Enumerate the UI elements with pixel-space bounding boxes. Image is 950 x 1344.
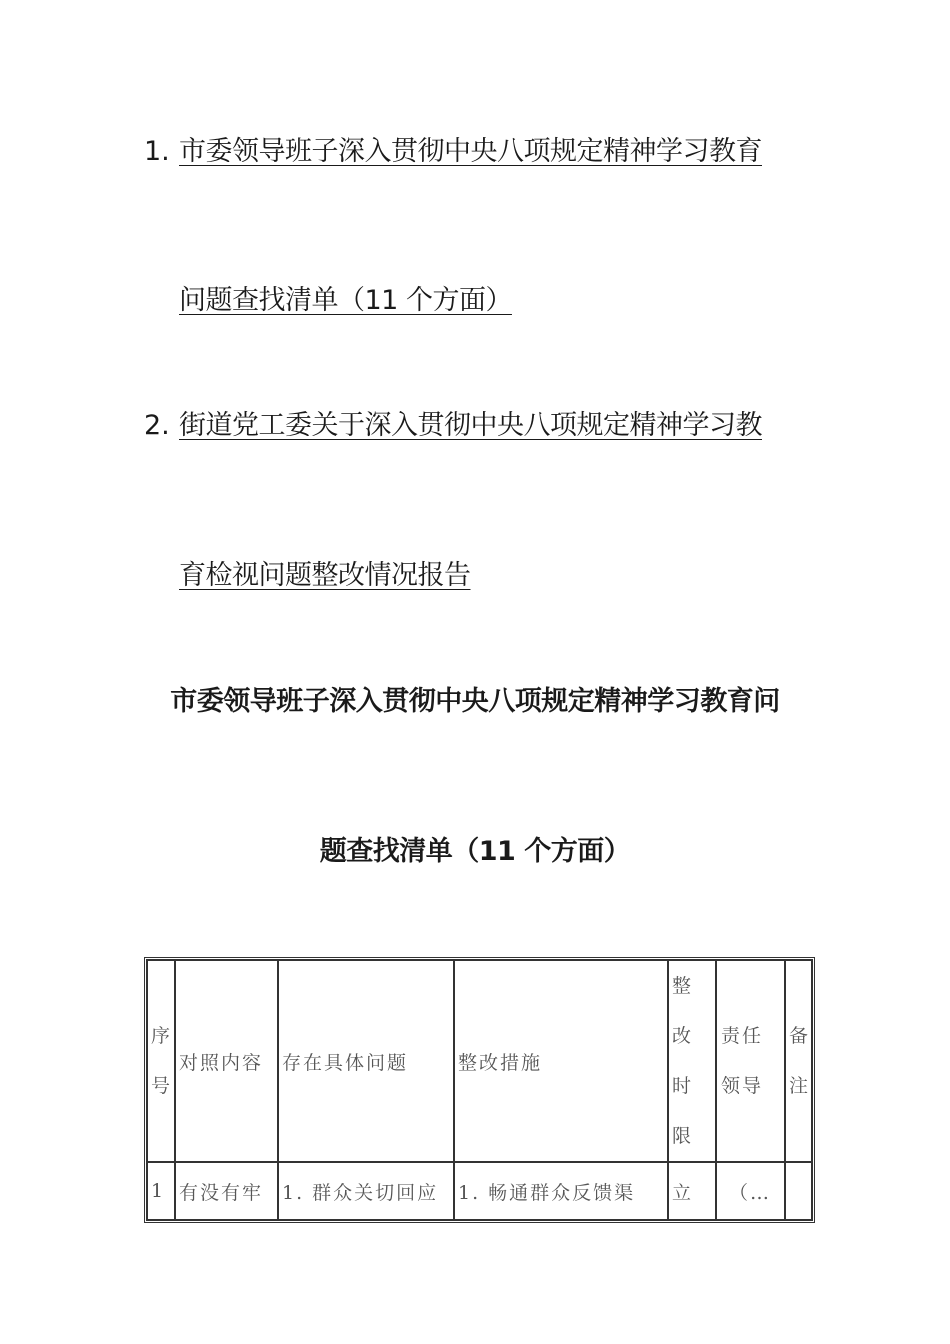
cell-compare-content: 有没有牢 [175, 1162, 278, 1220]
toc-number: 1. [144, 136, 170, 167]
cell-problems: 1. 群众关切回应 [278, 1162, 454, 1220]
table-header-row [147, 960, 812, 1162]
toc-link-line1[interactable]: 市委领导班子深入贯彻中央八项规定精神学习教育 [179, 136, 762, 167]
header-compare-content: 对照内容 [175, 960, 278, 1162]
document-title-line1: 市委领导班子深入贯彻中央八项规定精神学习教育问 [170, 686, 780, 717]
cell-deadline: 立 [668, 1162, 716, 1220]
document-title-line2: 题查找清单（11 个方面） [319, 836, 631, 867]
toc-link-line1[interactable]: 街道党工委关于深入贯彻中央八项规定精神学习教 [179, 410, 762, 441]
header-remarks: 备注 [785, 960, 812, 1162]
header-deadline: 整改时限 [668, 960, 716, 1162]
cell-leader: （… [716, 1162, 785, 1220]
cell-remarks [785, 1162, 812, 1220]
header-seq: 序号 [147, 960, 175, 1162]
cell-seq: 1 [147, 1162, 175, 1220]
checklist-table [144, 957, 815, 1223]
toc-link-line2[interactable]: 育检视问题整改情况报告 [179, 560, 471, 591]
header-leader: 责任领导 [716, 960, 785, 1162]
header-measures: 整改措施 [454, 960, 668, 1162]
table-row [147, 1162, 812, 1220]
cell-measures: 1. 畅通群众反馈渠 [454, 1162, 668, 1220]
toc-link-line2[interactable]: 问题查找清单（11 个方面） [179, 285, 512, 316]
header-problems: 存在具体问题 [278, 960, 454, 1162]
toc-number: 2. [144, 410, 170, 441]
